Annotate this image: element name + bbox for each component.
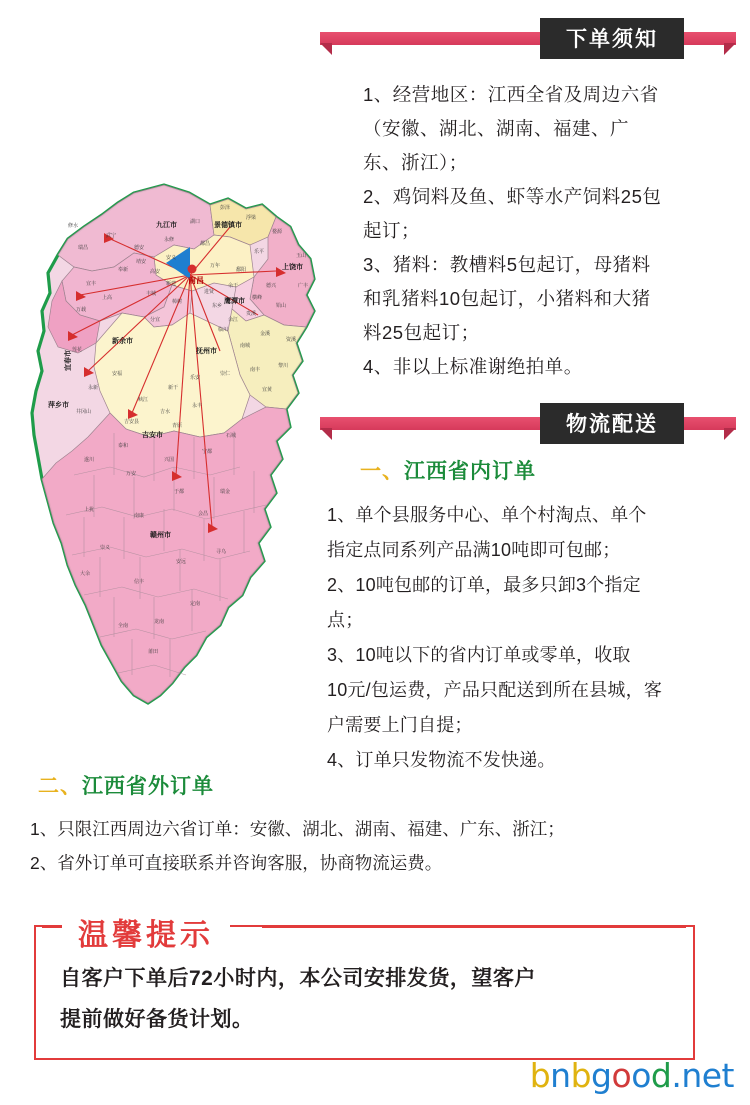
svg-text:余江: 余江 — [228, 317, 239, 323]
svg-text:贵溪: 贵溪 — [246, 311, 257, 317]
svg-text:兴国: 兴国 — [164, 457, 175, 463]
svg-text:新建: 新建 — [166, 281, 177, 287]
svg-text:南丰: 南丰 — [250, 367, 261, 373]
svg-text:石城: 石城 — [226, 433, 237, 439]
svg-text:湖口: 湖口 — [190, 219, 201, 225]
svg-text:彭泽: 彭泽 — [220, 205, 231, 211]
in-province-line: 3、10吨以下的省内订单或零单，收取 — [327, 645, 631, 665]
out-province-line: 1、只限江西周边六省订单：安徽、湖北、湖南、福建、广东、浙江； — [30, 819, 565, 839]
order-notice-line: 料25包起订； — [363, 322, 480, 343]
svg-text:信丰: 信丰 — [134, 579, 145, 585]
svg-text:宜春市: 宜春市 — [65, 350, 72, 371]
svg-text:新干: 新干 — [168, 385, 179, 391]
banner-logistics-label: 物流配送 — [540, 403, 684, 444]
watermark-part: d — [650, 1056, 672, 1095]
svg-text:全南: 全南 — [118, 623, 129, 629]
svg-text:萍乡市: 萍乡市 — [48, 402, 69, 409]
svg-text:青原: 青原 — [172, 423, 183, 429]
order-notice-line: 和乳猪料10包起订，小猪料和大猪 — [363, 288, 651, 309]
svg-text:德安: 德安 — [134, 245, 145, 251]
svg-text:南康: 南康 — [134, 513, 145, 519]
svg-text:余干: 余干 — [228, 283, 239, 289]
svg-text:乐安: 乐安 — [190, 375, 201, 381]
svg-text:浮梁: 浮梁 — [246, 215, 257, 221]
out-province-text — [30, 812, 730, 880]
svg-text:会昌: 会昌 — [198, 511, 209, 517]
svg-text:黎川: 黎川 — [278, 363, 289, 369]
svg-text:崇仁: 崇仁 — [220, 371, 231, 377]
section-heading-out-province — [38, 770, 214, 800]
svg-text:鹰潭市: 鹰潭市 — [224, 298, 245, 305]
banner-logistics — [320, 405, 736, 441]
svg-text:遂川: 遂川 — [84, 457, 95, 463]
svg-text:分宜: 分宜 — [150, 317, 161, 323]
in-province-line: 1、单个县服务中心、单个村淘点、单个 — [327, 505, 647, 525]
tip-line: 自客户下单后72小时内，本公司安排发货，望客户 — [60, 967, 536, 990]
order-notice-line: 4、非以上标准谢绝拍单。 — [363, 356, 583, 377]
tip-decoration-right — [262, 925, 686, 928]
svg-text:九江市: 九江市 — [156, 222, 177, 229]
svg-text:井冈山: 井冈山 — [76, 409, 92, 415]
svg-text:于都: 于都 — [174, 489, 185, 495]
svg-text:永丰: 永丰 — [192, 403, 203, 409]
watermark-part: o — [631, 1056, 651, 1095]
svg-text:万年: 万年 — [210, 263, 221, 269]
tip-line: 提前做好备货计划。 — [60, 1008, 254, 1031]
jiangxi-province-map — [14, 175, 344, 765]
order-notice-line: 起订； — [363, 220, 421, 241]
in-province-line: 4、订单只发物流不发快递。 — [327, 750, 556, 770]
svg-text:高安: 高安 — [150, 269, 161, 275]
order-notice-line: （安徽、湖北、湖南、福建、广 — [363, 118, 630, 139]
svg-text:新余市: 新余市 — [112, 338, 133, 345]
svg-text:安义: 安义 — [166, 255, 177, 261]
svg-text:临川: 临川 — [218, 327, 229, 333]
svg-text:瑞昌: 瑞昌 — [78, 245, 89, 251]
out-province-line: 2、省外订单可直接联系并咨询客服，协商物流运费。 — [30, 853, 443, 873]
svg-text:莲花: 莲花 — [72, 347, 83, 353]
svg-text:上犹: 上犹 — [84, 507, 95, 513]
heading-number: 一、 — [360, 460, 404, 483]
tip-body — [60, 958, 670, 1040]
svg-text:瑞金: 瑞金 — [220, 489, 231, 495]
svg-text:吉安市: 吉安市 — [142, 432, 163, 439]
in-province-text — [327, 498, 730, 778]
svg-text:宜丰: 宜丰 — [86, 281, 97, 287]
in-province-line: 户需要上门自提； — [327, 715, 473, 735]
svg-text:大余: 大余 — [80, 571, 91, 577]
svg-text:上高: 上高 — [102, 295, 113, 301]
svg-text:宜黄: 宜黄 — [262, 387, 273, 393]
svg-text:安远: 安远 — [176, 559, 187, 565]
svg-text:玉山: 玉山 — [296, 253, 307, 259]
order-notice-line: 1、经营地区：江西全省及周边六省 — [363, 84, 659, 105]
svg-text:寻乌: 寻乌 — [216, 549, 227, 555]
svg-text:泰和: 泰和 — [118, 443, 129, 449]
svg-text:德兴: 德兴 — [266, 283, 277, 289]
banner-left-bar — [320, 32, 540, 45]
heading-text: 江西省内订单 — [404, 460, 536, 483]
svg-text:修水: 修水 — [68, 223, 79, 229]
order-notice-line: 3、猪料：教槽料5包起订，母猪料 — [363, 254, 651, 275]
tip-title: 温馨提示 — [62, 910, 230, 954]
order-notice-line: 2、鸡饲料及鱼、虾等水产饲料25包 — [363, 186, 662, 207]
svg-text:万载: 万载 — [76, 307, 87, 313]
banner-left-bar — [320, 417, 540, 430]
svg-text:资溪: 资溪 — [286, 337, 297, 343]
svg-text:永新: 永新 — [88, 385, 99, 391]
svg-text:永修: 永修 — [164, 237, 175, 243]
svg-text:奉新: 奉新 — [118, 267, 129, 273]
svg-text:莆田: 莆田 — [148, 649, 159, 655]
svg-text:安福: 安福 — [112, 371, 123, 377]
heading-number: 二、 — [38, 775, 82, 798]
svg-text:抚州市: 抚州市 — [196, 348, 217, 355]
svg-text:上饶市: 上饶市 — [282, 264, 303, 271]
tip-decoration-left — [42, 925, 64, 928]
in-province-line: 点； — [327, 610, 364, 630]
watermark-part: b — [529, 1056, 551, 1095]
svg-text:都昌: 都昌 — [200, 241, 211, 247]
svg-text:丰城: 丰城 — [146, 291, 157, 297]
section-heading-in-province — [360, 455, 536, 485]
svg-text:广丰: 广丰 — [298, 283, 309, 289]
svg-text:南城: 南城 — [240, 343, 251, 349]
svg-text:宁都: 宁都 — [202, 449, 213, 455]
order-notice-line: 东、浙江）； — [363, 152, 468, 173]
watermark-part: b — [570, 1056, 592, 1095]
site-watermark — [530, 1056, 734, 1095]
in-province-line: 2、10吨包邮的订单，最多只卸3个指定 — [327, 575, 641, 595]
svg-text:鄱阳: 鄱阳 — [236, 267, 247, 273]
svg-text:金溪: 金溪 — [260, 331, 271, 337]
watermark-part: .net — [671, 1056, 734, 1095]
svg-text:峡江: 峡江 — [138, 397, 149, 403]
watermark-part: o — [611, 1056, 632, 1095]
banner-right-bar — [684, 32, 736, 45]
in-province-line: 指定点同系列产品满10吨即可包邮； — [327, 540, 621, 560]
svg-text:樟树: 樟树 — [172, 299, 183, 305]
banner-order-notice-label: 下单须知 — [540, 18, 684, 59]
svg-text:定南: 定南 — [190, 601, 201, 607]
banner-order-notice — [320, 20, 736, 56]
banner-right-bar — [684, 417, 736, 430]
svg-text:吉安县: 吉安县 — [124, 419, 140, 425]
svg-text:乐平: 乐平 — [254, 249, 265, 255]
svg-text:婺源: 婺源 — [272, 229, 283, 235]
svg-text:东乡: 东乡 — [212, 303, 223, 309]
svg-text:铅山: 铅山 — [276, 303, 287, 309]
in-province-line: 10元/包运费，产品只配送到所在县城，客 — [327, 680, 663, 700]
svg-text:进贤: 进贤 — [204, 289, 215, 295]
watermark-part: g — [591, 1056, 612, 1095]
svg-text:龙南: 龙南 — [154, 619, 165, 625]
svg-text:靖安: 靖安 — [136, 259, 147, 265]
svg-text:南昌: 南昌 — [188, 276, 204, 285]
svg-text:吉水: 吉水 — [160, 409, 171, 415]
svg-text:赣州市: 赣州市 — [150, 532, 171, 539]
svg-text:横峰: 横峰 — [252, 295, 263, 301]
svg-text:崇义: 崇义 — [100, 545, 111, 551]
svg-text:万安: 万安 — [126, 471, 137, 477]
order-notice-text — [363, 78, 731, 384]
watermark-part: n — [550, 1056, 571, 1095]
svg-text:景德镇市: 景德镇市 — [214, 222, 242, 229]
heading-text: 江西省外订单 — [82, 775, 214, 798]
svg-text:武宁: 武宁 — [106, 233, 117, 239]
